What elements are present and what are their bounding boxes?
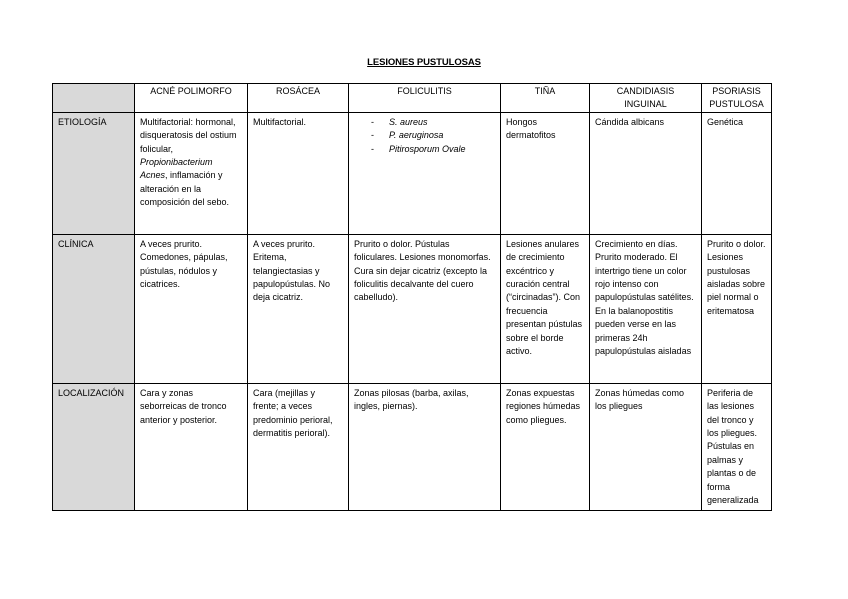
list-item: - Pitirosporum Ovale [371, 143, 466, 154]
header-candidiasis: CANDIDIASIS INGUINAL [590, 84, 702, 113]
header-tina: TIÑA [501, 84, 590, 113]
table-header-row [53, 84, 772, 113]
cell-clinica-candidiasis: Crecimiento en días. Prurito moderado. El intertrigo tiene un color rojo intenso con papulopústulas satélites. En la balanopostitis pueden verse en las primeras 24h papulopústulas aisladas [590, 234, 702, 383]
row-label-localizacion: LOCALIZACIÓN [53, 383, 135, 511]
header-acne: ACNÉ POLIMORFO [135, 84, 248, 113]
cell-etiologia-foliculitis [349, 112, 501, 234]
acne-etiology-text-end: , inflamación y alteración en la composición del sebo. [140, 170, 230, 208]
acne-etiology-organism: Propionibacterium Acnes [140, 157, 213, 181]
cell-localizacion-foliculitis: Zonas pilosas (barba, axilas, ingles, piernas). [349, 383, 501, 511]
cell-etiologia-psoriasis: Genética [702, 112, 772, 234]
row-label-clinica: CLÍNICA [53, 234, 135, 383]
cell-etiologia-candidiasis: Cándida albicans [590, 112, 702, 234]
cell-localizacion-rosacea: Cara (mejillas y frente; a veces predominio perioral, dermatitis perioral). [248, 383, 349, 511]
lesions-table [52, 83, 772, 511]
document-title: LESIONES PUSTULOSAS [367, 57, 481, 68]
cell-clinica-tina: Lesiones anulares de crecimiento excéntrico y curación central (“circinadas”). Con frecuencia presentan pústulas sobre el borde activo. [501, 234, 590, 383]
table-row-clinica [53, 234, 772, 383]
cell-clinica-rosacea: A veces prurito. Eritema, telangiectasias y papulopústulas. No deja cicatriz. [248, 234, 349, 383]
cell-localizacion-acne: Cara y zonas seborreicas de tronco anterior y posterior. [135, 383, 248, 511]
cell-clinica-foliculitis: Prurito o dolor. Pústulas foliculares. Lesiones monomorfas. Cura sin dejar cicatriz (excepto la foliculitis decalvante del cuero cabelludo). [349, 234, 501, 383]
cell-etiologia-tina: Hongos dermatofitos [501, 112, 590, 234]
header-rosacea: ROSÁCEA [248, 84, 349, 113]
header-psoriasis: PSORIASIS PUSTULOSA [702, 84, 772, 113]
foliculitis-organism-list [354, 116, 495, 156]
cell-etiologia-acne [135, 112, 248, 234]
cell-clinica-acne: A veces prurito. Comedones, pápulas, pústulas, nódulos y cicatrices. [135, 234, 248, 383]
header-foliculitis: FOLICULITIS [349, 84, 501, 113]
table-row-localizacion [53, 383, 772, 511]
list-item: - P. aeruginosa [371, 130, 444, 141]
cell-etiologia-rosacea: Multifactorial. [248, 112, 349, 234]
row-label-etiologia: ETIOLOGÍA [53, 112, 135, 234]
acne-etiology-text: Multifactorial: hormonal, disqueratosis del ostium folicular, [140, 116, 237, 154]
cell-localizacion-candidiasis: Zonas húmedas como los pliegues [590, 383, 702, 511]
list-item: - S. aureus [371, 116, 428, 127]
cell-localizacion-tina: Zonas expuestas regiones húmedas como pliegues. [501, 383, 590, 511]
table-row-etiologia [53, 112, 772, 234]
cell-clinica-psoriasis: Prurito o dolor. Lesiones pustulosas aisladas sobre piel normal o eritematosa [702, 234, 772, 383]
cell-localizacion-psoriasis: Periferia de las lesiones del tronco y los pliegues. Pústulas en palmas y plantas o de forma generalizada [702, 383, 772, 511]
header-corner-cell [53, 84, 135, 113]
